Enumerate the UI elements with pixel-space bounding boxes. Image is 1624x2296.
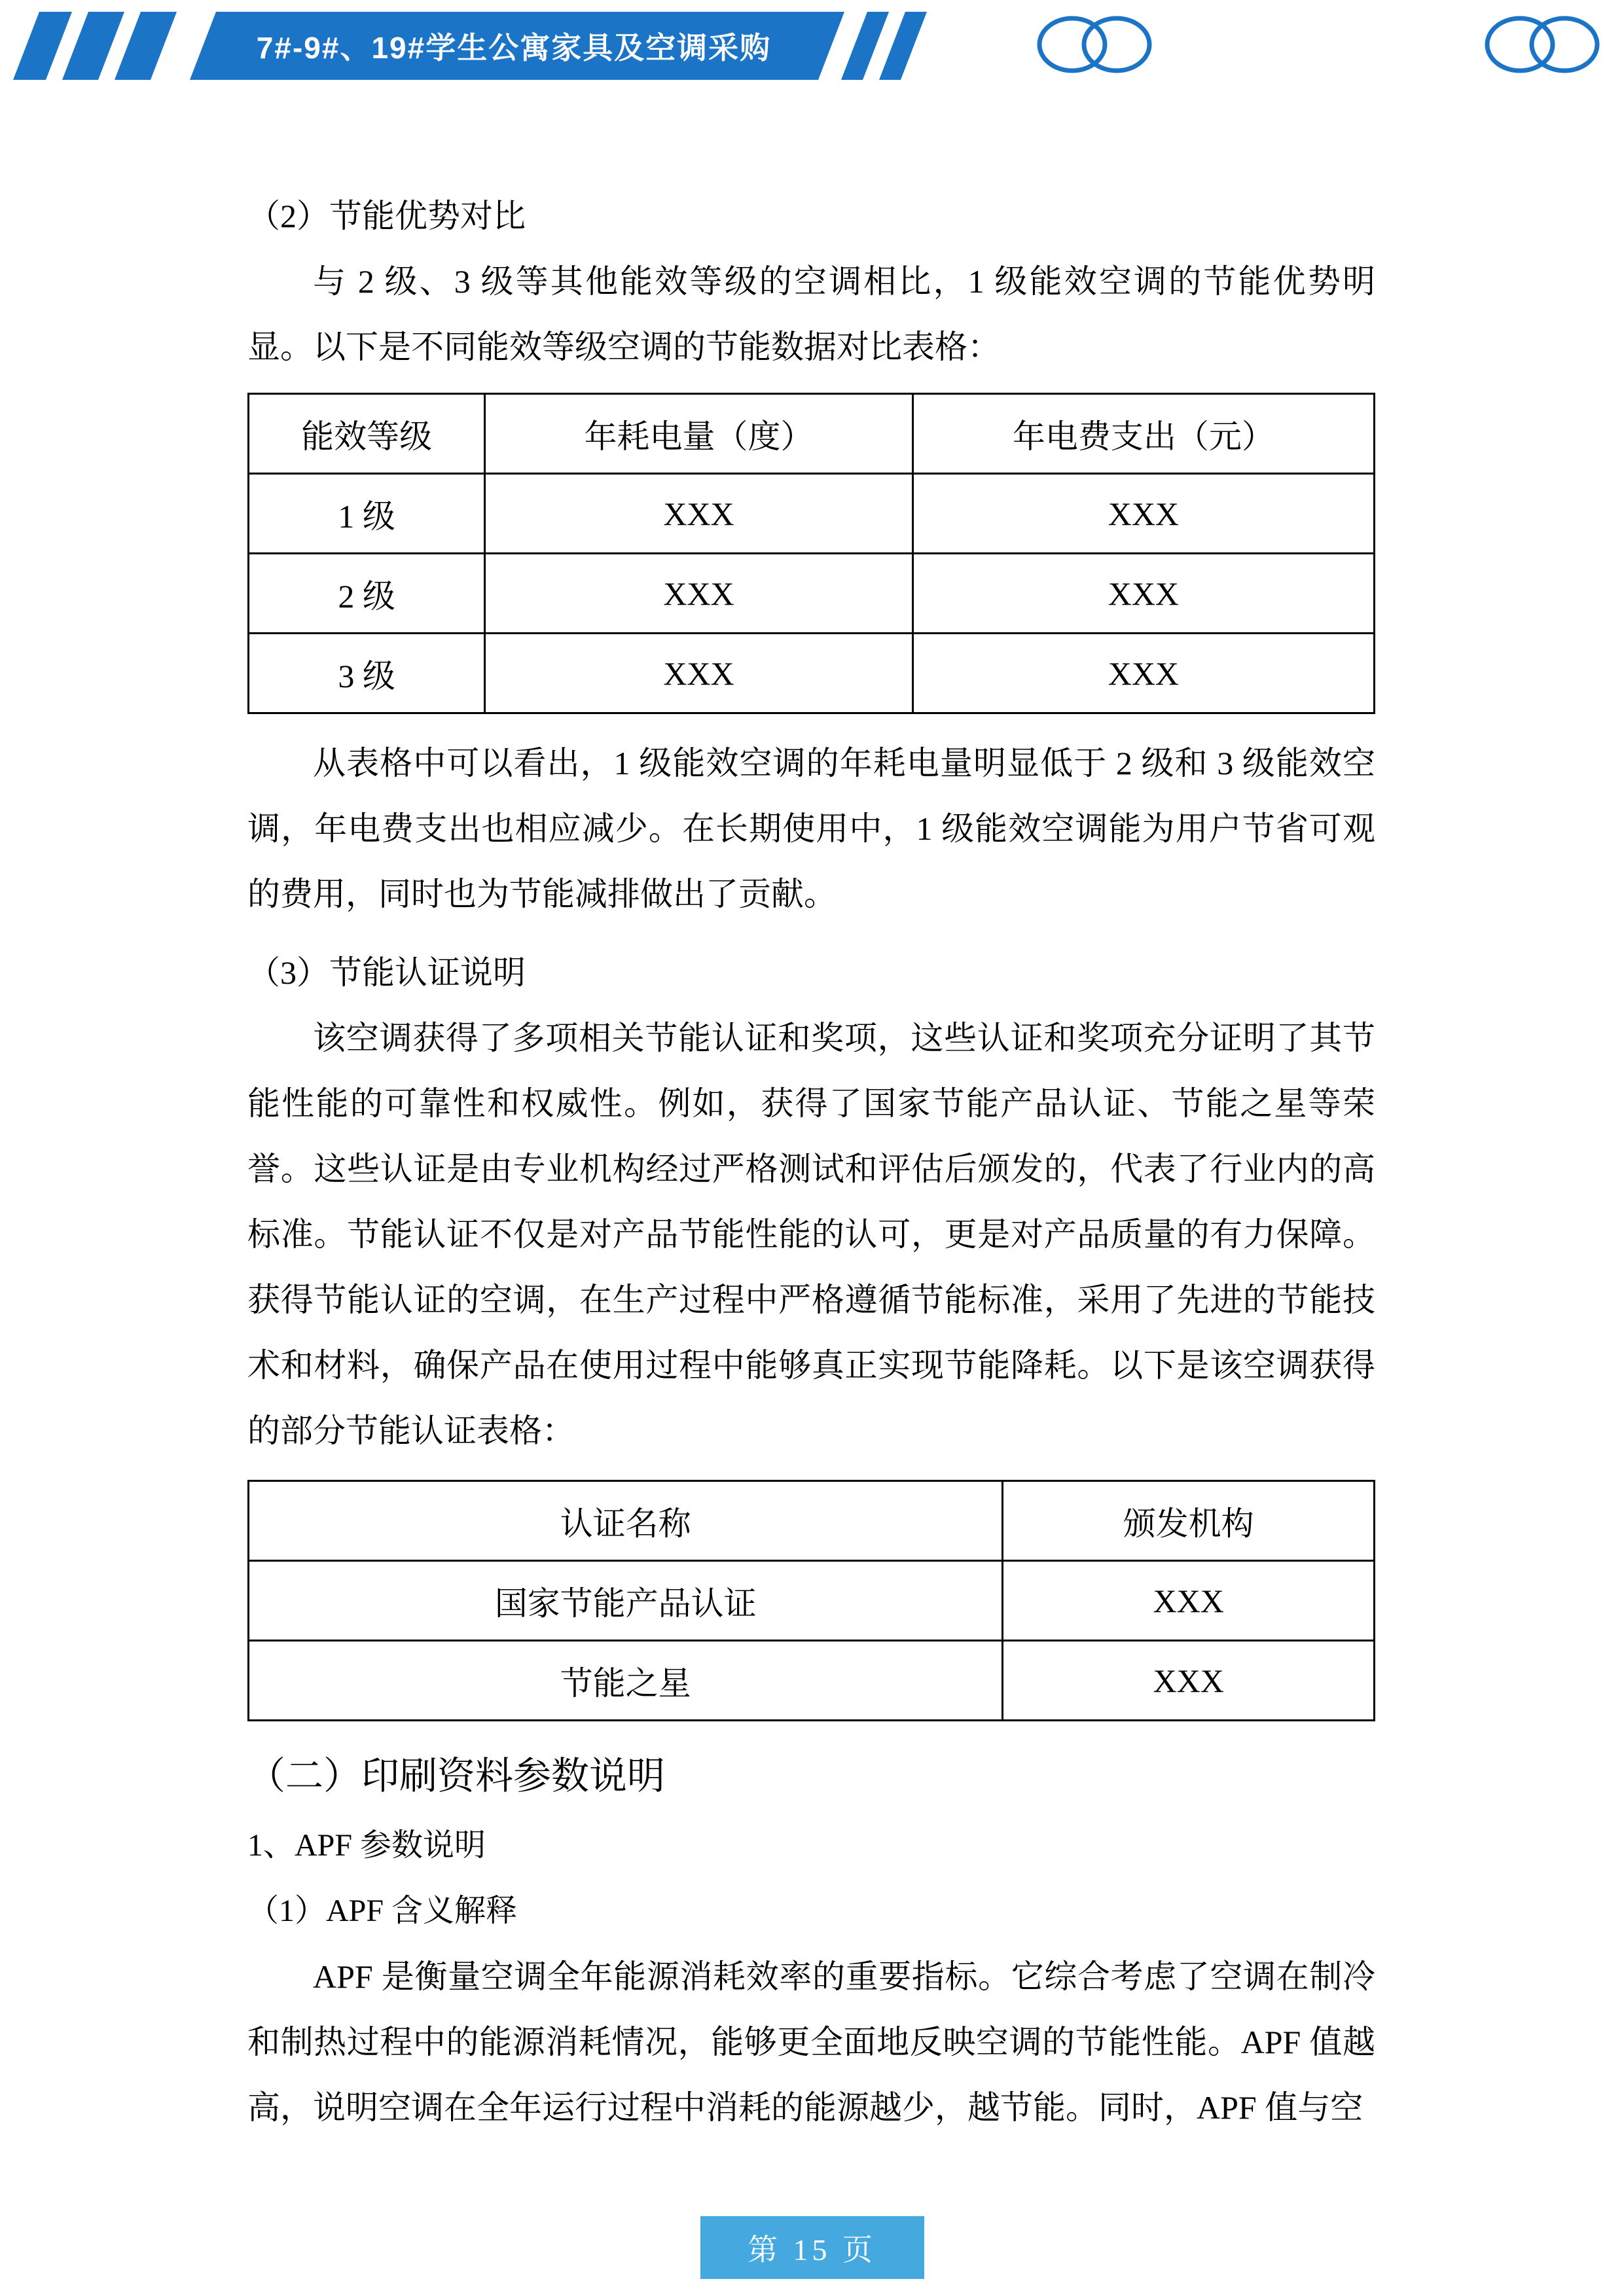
certification-table	[247, 1480, 1375, 1721]
para-apf-body: APF 是衡量空调全年能源消耗效率的重要指标。它综合考虑了空调在制冷和制热过程中的能源消耗情况，能够更全面地反映空调的节能性能。APF 值越高，说明空调在全年运行过程中消耗的能源越少，越节能。同时，APF 值与空	[247, 1958, 1375, 2126]
diagonal-stripes-icon	[13, 12, 177, 80]
heading-apf-meaning: （1）APF 含义解释	[247, 1893, 518, 1928]
stripe	[13, 12, 72, 80]
heading-energy-advantage: （2）节能优势对比	[247, 198, 526, 234]
interlocked-rings-logo-icon	[1039, 18, 1149, 71]
page-number-label: 第 15 页	[748, 2233, 876, 2267]
stripe	[62, 12, 124, 80]
table-row	[249, 1561, 1375, 1641]
table-cell: XXX	[485, 554, 913, 634]
table-header-cell: 年耗电量（度）	[485, 394, 913, 474]
heading-energy-certification: （3）节能认证说明	[247, 954, 526, 991]
table-row	[249, 554, 1375, 634]
diagonal-stripes-icon	[841, 12, 927, 80]
table-cell: 节能之星	[249, 1641, 1003, 1721]
interlocked-rings-logo-icon	[1487, 18, 1597, 71]
table-cell: XXX	[485, 474, 913, 554]
table-row	[249, 634, 1375, 713]
table-header-cell: 颁发机构	[1003, 1481, 1375, 1561]
table-cell: XXX	[1003, 1641, 1375, 1721]
heading-apf: 1、APF 参数说明	[247, 1828, 486, 1863]
section-energy-certification	[247, 940, 1375, 1721]
para-energy-advantage-intro: 与 2 级、3 级等其他能效等级的空调相比，1 级能效空调的节能优势明显。以下是不同能效等级空调的节能数据对比表格：	[247, 263, 1375, 365]
para-energy-certification-body: 该空调获得了多项相关节能认证和奖项，这些认证和奖项充分证明了其节能性能的可靠性和权威性。例如，获得了国家节能产品认证、节能之星等荣誉。这些认证是由专业机构经过严格测试和评估后颁发的，代表了行业内的高标准。节能认证不仅是对产品节能性能的认可，更是对产品质量的有力保障。获得节能认证的空调，在生产过程中严格遵循节能标准，采用了先进的节能技术和材料，确保产品在使用过程中能够真正实现节能降耗。以下是该空调获得的部分节能认证表格：	[247, 1020, 1375, 1449]
page-number-badge	[700, 2216, 924, 2279]
table-header-cell: 年电费支出（元）	[912, 394, 1374, 474]
table-cell: XXX	[1003, 1561, 1375, 1641]
section-print-materials	[247, 1740, 1375, 2140]
table-cell: 2 级	[249, 554, 485, 634]
document-body	[0, 85, 1624, 2140]
stripe	[879, 12, 927, 80]
table-cell: XXX	[912, 554, 1374, 634]
heading-print-materials: （二）印刷资料参数说明	[247, 1755, 666, 1797]
table-header-cell: 认证名称	[249, 1481, 1003, 1561]
table-header-row	[249, 1481, 1375, 1561]
section-energy-advantage	[247, 183, 1375, 927]
stripe	[841, 12, 889, 80]
table-header-cell: 能效等级	[249, 394, 485, 474]
table-cell: XXX	[912, 474, 1374, 554]
para-energy-advantage-analysis: 从表格中可以看出，1 级能效空调的年耗电量明显低于 2 级和 3 级能效空调，年电费支出也相应减少。在长期使用中，1 级能效空调能为用户节省可观的费用，同时也为节能减排做出了贡献。	[247, 745, 1375, 912]
energy-comparison-table	[247, 393, 1375, 714]
table-cell: 1 级	[249, 474, 485, 554]
table-cell: XXX	[485, 634, 913, 713]
table-cell: 国家节能产品认证	[249, 1561, 1003, 1641]
table-row	[249, 1641, 1375, 1721]
table-cell: XXX	[912, 634, 1374, 713]
page-header	[0, 0, 1624, 85]
table-cell: 3 级	[249, 634, 485, 713]
stripe	[115, 12, 177, 80]
table-header-row	[249, 394, 1375, 474]
document-header-title: 7#-9#、19#学生公寓家具及空调采购	[256, 31, 772, 65]
table-row	[249, 474, 1375, 554]
